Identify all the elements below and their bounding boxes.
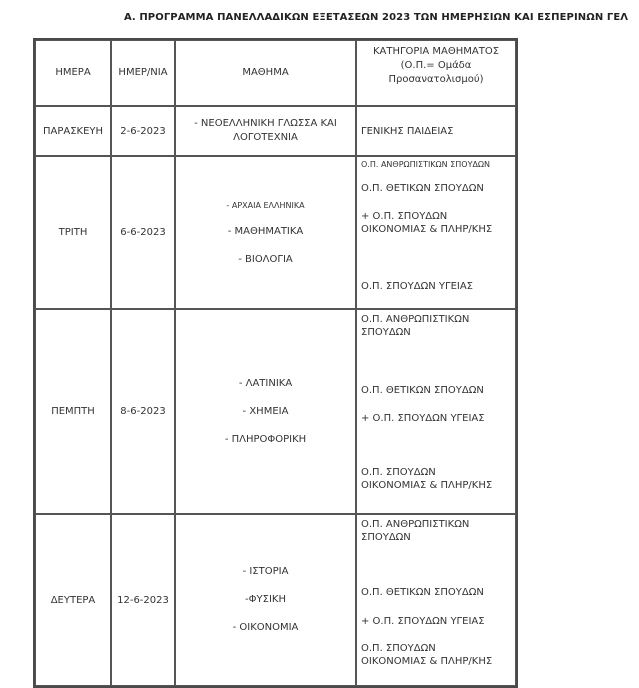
category-item: ΓΕΝΙΚΗΣ ΠΑΙΔΕΙΑΣ <box>361 125 454 137</box>
category-item: + Ο.Π. ΣΠΟΥΔΩΝ ΥΓΕΙΑΣ <box>361 616 485 627</box>
category-item: + Ο.Π. ΣΠΟΥΔΩΝ <box>361 211 448 222</box>
subject-item: - ΑΡΧΑΙΑ ΕΛΛΗΝΙΚΑ <box>226 200 305 210</box>
category-item: + Ο.Π. ΣΠΟΥΔΩΝ ΥΓΕΙΑΣ <box>361 413 485 424</box>
subject-item: - ΟΙΚΟΝΟΜΙΑ <box>232 622 299 633</box>
cell-date: 12-6-2023 <box>111 514 175 686</box>
category-item: ΣΠΟΥΔΩΝ <box>361 532 411 543</box>
cell-date: 2-6-2023 <box>111 106 175 156</box>
category-item: Ο.Π. ΑΝΘΡΩΠΙΣΤΙΚΩΝ ΣΠΟΥΔΩΝ <box>361 160 491 169</box>
cell-subjects <box>175 106 356 156</box>
category-item: Ο.Π. ΘΕΤΙΚΩΝ ΣΠΟΥΔΩΝ <box>361 587 484 598</box>
subject-item: -ΦΥΣΙΚΗ <box>245 594 286 605</box>
category-item: ΟΙΚΟΝΟΜΙΑΣ & ΠΛΗΡ/ΚΗΣ <box>361 480 493 491</box>
category-item: Ο.Π. ΑΝΘΡΩΠΙΣΤΙΚΩΝ <box>361 314 470 325</box>
cell-day: ΔΕΥΤΕΡΑ <box>35 514 111 686</box>
subject-item: - ΠΛΗΡΟΦΟΡΙΚΗ <box>224 433 307 445</box>
cell-categories <box>356 514 516 686</box>
table-row <box>35 106 516 156</box>
subject-item: - ΝΕΟΕΛΛΗΝΙΚΗ ΓΛΩΣΣΑ ΚΑΙ <box>194 118 337 129</box>
cell-day: ΠΑΡΑΣΚΕΥΗ <box>35 106 111 156</box>
table-header-row <box>35 40 516 106</box>
header-category-line: (Ο.Π.= Ομάδα <box>400 60 472 71</box>
category-item: Ο.Π. ΣΠΟΥΔΩΝ ΥΓΕΙΑΣ <box>361 281 473 292</box>
cell-date: 8-6-2023 <box>111 309 175 514</box>
header-date: ΗΜΕΡ/ΝΙΑ <box>111 40 175 106</box>
header-subject: ΜΑΘΗΜΑ <box>175 40 356 106</box>
subject-item: - ΛΑΤΙΝΙΚΑ <box>238 377 293 389</box>
category-item: Ο.Π. ΣΠΟΥΔΩΝ <box>361 467 436 478</box>
category-item: Ο.Π. ΣΠΟΥΔΩΝ <box>361 643 436 654</box>
cell-date: 6-6-2023 <box>111 156 175 309</box>
subject-item: - ΒΙΟΛΟΓΙΑ <box>238 253 293 265</box>
cell-day: ΠΕΜΠΤΗ <box>35 309 111 514</box>
subject-item: ΛΟΓΟΤΕΧΝΙΑ <box>233 132 298 143</box>
subject-item: - ΧΗΜΕΙΑ <box>242 405 289 417</box>
header-category-line: ΚΑΤΗΓΟΡΙΑ ΜΑΘΗΜΑΤΟΣ <box>372 46 500 57</box>
category-item: ΟΙΚΟΝΟΜΙΑΣ & ΠΛΗΡ/ΚΗΣ <box>361 656 493 667</box>
cell-subjects <box>175 514 356 686</box>
cell-categories <box>356 156 516 309</box>
table-row <box>35 156 516 309</box>
cell-subjects <box>175 156 356 309</box>
header-day: ΗΜΕΡΑ <box>35 40 111 106</box>
subject-item: - ΜΑΘΗΜΑΤΙΚΑ <box>227 225 304 237</box>
category-item: ΟΙΚΟΝΟΜΙΑΣ & ΠΛΗΡ/ΚΗΣ <box>361 224 493 235</box>
cell-subjects <box>175 309 356 514</box>
cell-day: ΤΡΙΤΗ <box>35 156 111 309</box>
header-category-line: Προσανατολισμού) <box>388 74 484 85</box>
exam-schedule-table <box>33 38 518 688</box>
page-title: Α. ΠΡΟΓΡΑΜΜΑ ΠΑΝΕΛΛΑΔΙΚΩΝ ΕΞΕΤΑΣΕΩΝ 2023 ΤΩΝ ΗΜΕΡΗΣΙΩΝ ΚΑΙ ΕΣΠΕΡΙΝΩΝ ΓΕΛ <box>124 12 629 23</box>
table-row <box>35 309 516 514</box>
subject-item: - ΙΣΤΟΡΙΑ <box>242 566 289 577</box>
category-item: ΣΠΟΥΔΩΝ <box>361 327 411 338</box>
category-item: Ο.Π. ΘΕΤΙΚΩΝ ΣΠΟΥΔΩΝ <box>361 385 484 396</box>
table-row <box>35 514 516 686</box>
cell-categories <box>356 309 516 514</box>
header-category <box>356 40 516 106</box>
cell-categories <box>356 106 516 156</box>
category-item: Ο.Π. ΑΝΘΡΩΠΙΣΤΙΚΩΝ <box>361 519 470 530</box>
category-item: Ο.Π. ΘΕΤΙΚΩΝ ΣΠΟΥΔΩΝ <box>361 183 484 194</box>
